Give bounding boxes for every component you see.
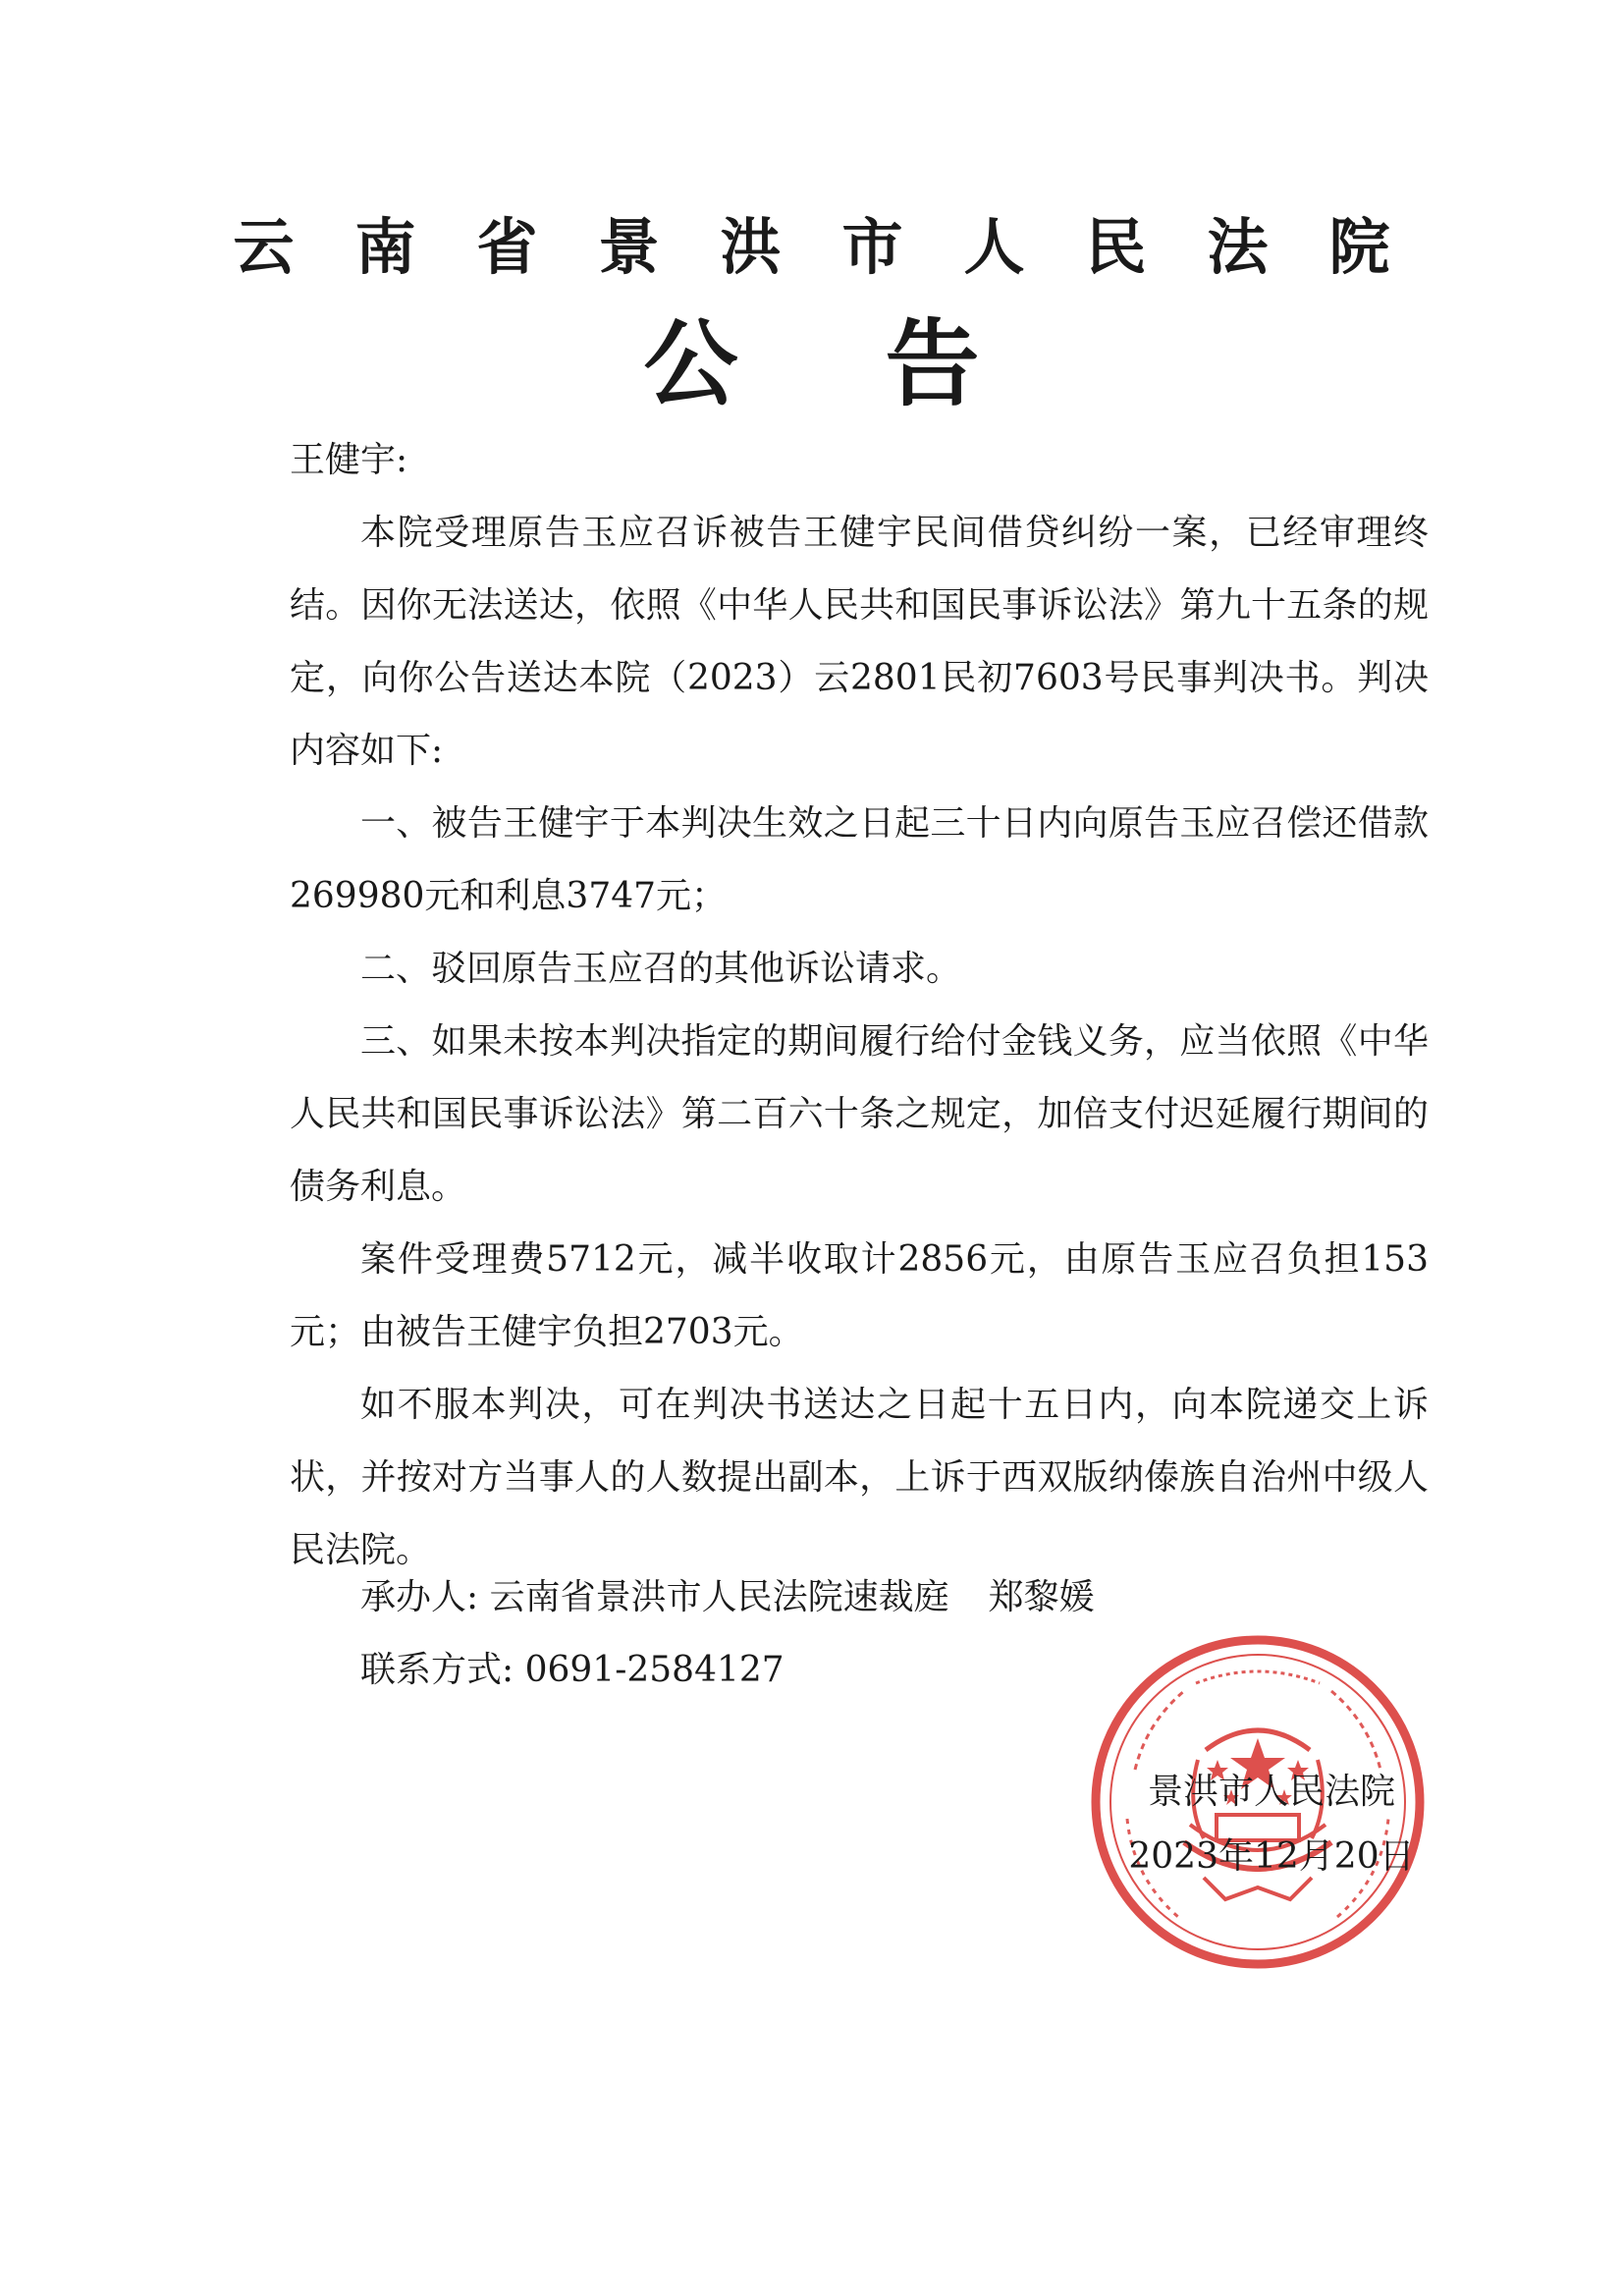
contact-phone: 0691-2584127 (524, 1650, 784, 1690)
paragraph-ruling-1: 一、被告王健宇于本判决生效之日起三十日内向原告玉应召偿还借款269980元和利息3747元； (290, 803, 1429, 916)
paragraph-ruling-2: 二、驳回原告玉应召的其他诉讼请求。 (360, 949, 962, 989)
signature-date: 2023年12月20日 (1128, 1836, 1415, 1877)
document-type-heading: 公告 (643, 309, 1127, 419)
handler-label: 承办人: 云南省景洪市人民法院速裁庭 (360, 1577, 949, 1617)
paragraph-case-intro: 本院受理原告玉应召诉被告王健宇民间借贷纠纷一案，已经审理终结。因你无法送达，依照《中华人民共和国民事诉讼法》第九十五条的规定，向你公告送达本院（2023）云2801民初7603号民事判决书。判决内容如下: (290, 513, 1429, 771)
contact-block (360, 1561, 1095, 1707)
addressee: 王健宇: (290, 440, 408, 480)
signature-block (1109, 1760, 1434, 1889)
paragraph-ruling-3: 三、如果未按本判决指定的期间履行给付金钱义务，应当依照《中华人民共和国民事诉讼法》第二百六十条之规定，加倍支付迟延履行期间的债务利息。 (290, 1021, 1429, 1207)
notice-body (290, 424, 1429, 1587)
contact-label: 联系方式: (360, 1650, 514, 1690)
signature-court: 景洪市人民法院 (1147, 1772, 1395, 1812)
court-name-heading: 云南省景洪市人民法院 (233, 211, 1451, 283)
handler-line (360, 1561, 1095, 1634)
paragraph-appeal: 如不服本判决，可在判决书送达之日起十五日内，向本院递交上诉状，并按对方当事人的人数提出副本，上诉于西双版纳傣族自治州中级人民法院。 (290, 1385, 1429, 1570)
paragraph-fees: 案件受理费5712元，减半收取计2856元，由原告玉应召负担153元；由被告王健宇负担2703元。 (290, 1239, 1429, 1352)
contact-line (360, 1634, 1095, 1707)
handler-name: 郑黎媛 (988, 1577, 1095, 1617)
